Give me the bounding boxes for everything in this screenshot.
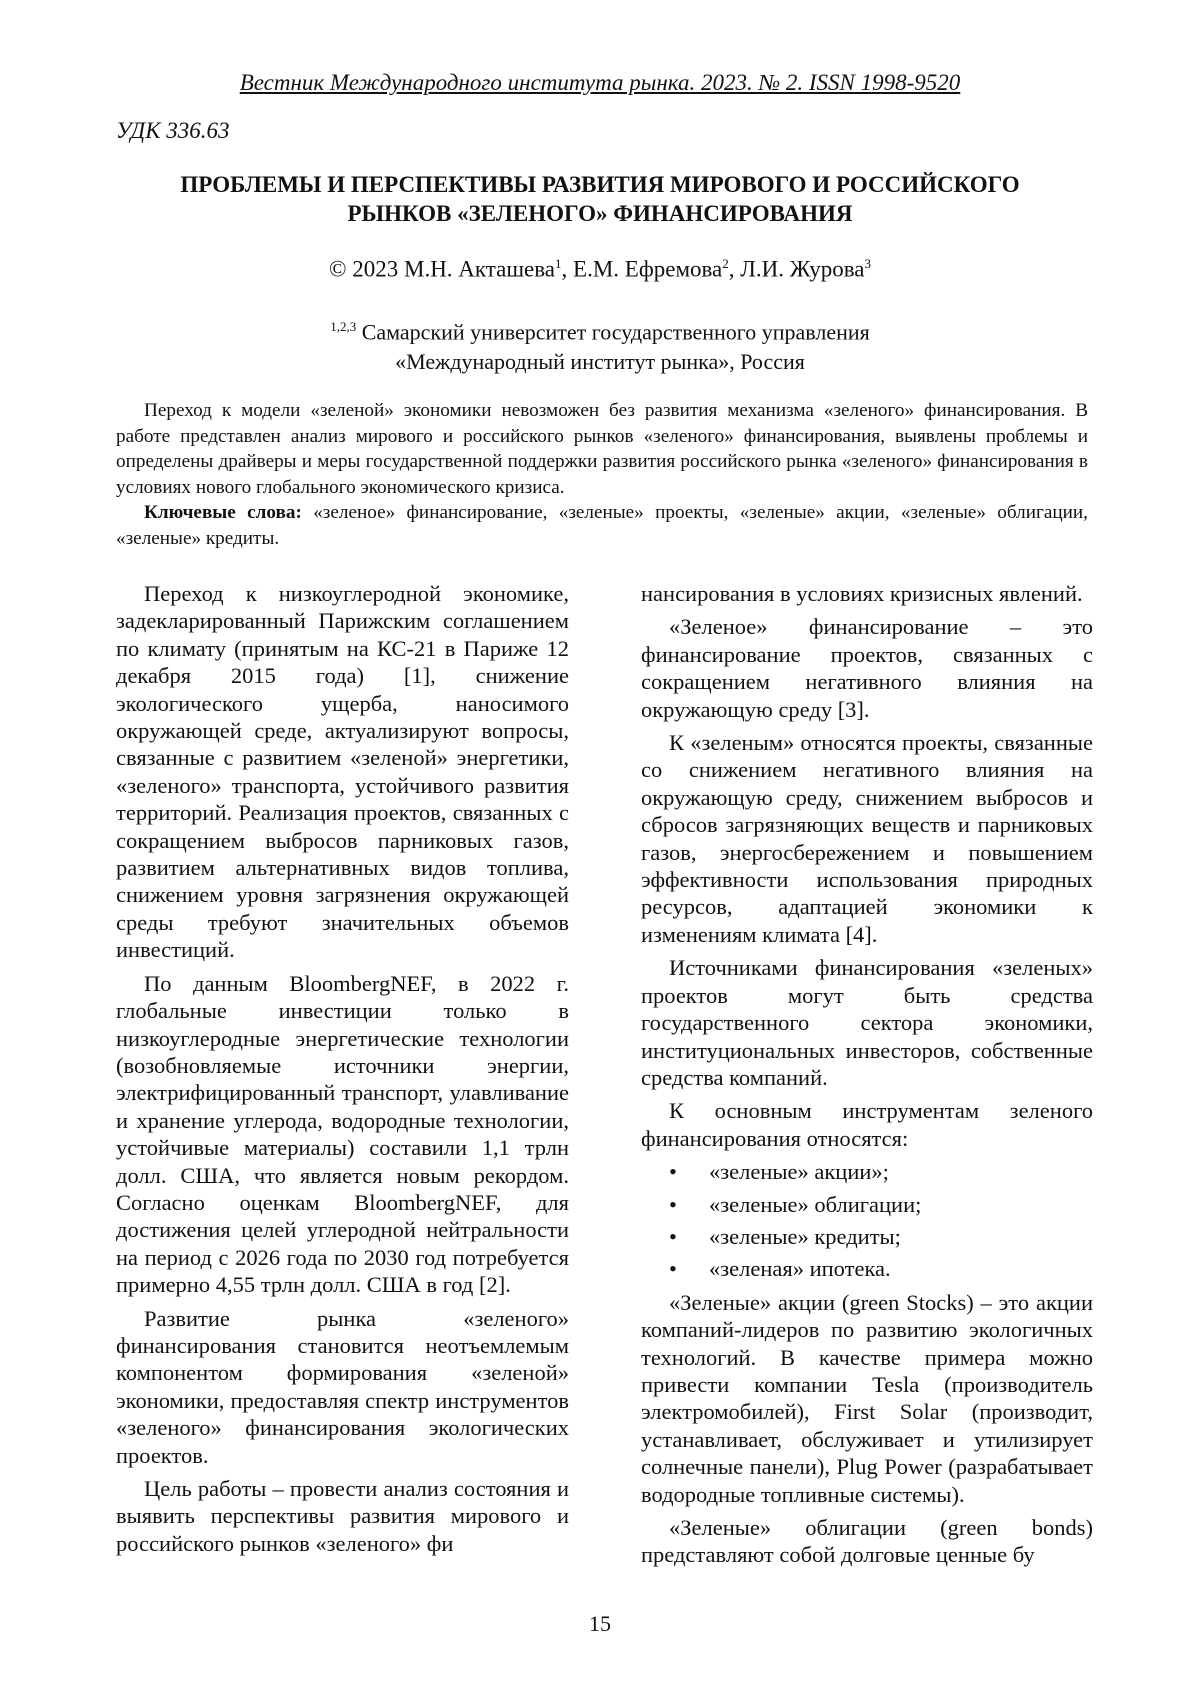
abstract [116,398,1088,551]
keywords [116,500,1088,551]
abstract-text: Переход к модели «зеленой» экономики невозможен без развития механизма «зеленого» финансирования. В работе представлен анализ мирового и российского рынков «зеленого» финансирования, выявлены проблемы и определены драйверы и меры государственной поддержки развития российского рынка «зеленого» финансирования в условиях нового глобального экономического кризиса. [116,400,1088,498]
body-paragraph: Источниками финансирования «зеленых» проектов могут быть средства государственного сектора экономики, институциональных инвесторов, собственные средства компаний. [641,955,1093,1090]
body-column-right [641,580,1093,1575]
body-paragraph: По данным BloombergNEF, в 2022 г. глобальные инвестиции только в низкоуглеродные энергетические технологии (возобновляемые источники энергии, электрифицированный транспорт, улавливание и хранение углерода, водородные технологии, устойчивые материалы) составили 1,1 трлн долл. США, что является новым рекордом. Согласно оценкам BloombergNEF, для достижения целей углеродной нейтральности на период с 2026 года по 2030 год потребуется примерно 4,55 трлн долл. США в год [2]. [116,970,569,1298]
instruments-list [641,1158,1093,1283]
article-title [120,170,1080,228]
body-paragraph-continued: нансирования в условиях кризисных явлений. [641,581,1083,606]
affiliation-mark: 1,2,3 [330,319,357,334]
body-paragraph: «Зеленое» финансирование – это финансирование проектов, связанных с сокращением негативного влияния на окружающую среду [3]. [641,614,1093,722]
list-item [641,1223,1093,1250]
copyright-prefix: © 2023 [329,256,404,282]
bullet-icon: • [669,1223,677,1249]
author-3-affil-mark: 3 [864,256,871,271]
article-title-line-2: РЫНКОВ «ЗЕЛЕНОГО» ФИНАНСИРОВАНИЯ [347,201,853,226]
body-paragraph: К «зеленым» относятся проекты, связанные со снижением негативного влияния на окружающую среду, снижением выбросов и сбросов загрязняющих веществ и парниковых газов, энергосбережением и повышением эффективности использования природных ресурсов, адаптацией экономики к изменениям климата [4]. [641,730,1093,947]
journal-running-header: Вестник Международного института рынка. 2023. № 2. ISSN 1998-9520 [239,70,961,95]
author-1-affil-mark: 1 [555,256,562,271]
bullet-icon: • [669,1191,677,1217]
list-item [641,1255,1093,1282]
author-separator: , [561,256,574,282]
author-1: М.Н. Акташева [404,256,556,282]
udk-code: УДК 336.63 [116,118,230,143]
list-item [641,1158,1093,1185]
author-separator: , [728,256,741,282]
article-title-line-1: ПРОБЛЕМЫ И ПЕРСПЕКТИВЫ РАЗВИТИЯ МИРОВОГО И РОССИЙСКОГО [180,172,1020,197]
author-2-affil-mark: 2 [722,256,729,271]
bullet-icon: • [669,1159,677,1185]
authors-line [0,256,1200,283]
affiliation-line-2: «Международный институт рынка», Россия [395,349,805,375]
body-paragraph: Развитие рынка «зеленого» финансирования становится неотъемлемым компонентом формирования «зеленой» экономики, предоставляя спектр инструментов «зеленого» финансирования экологических проектов. [116,1305,569,1468]
list-item-text: «зеленая» ипотека. [709,1256,891,1282]
body-paragraph: Цель работы – провести анализ состояния и выявить перспективы развития мирового и российского рынков «зеленого» фи [116,1476,569,1556]
list-item-text: «зеленые» акции»; [709,1159,889,1185]
body-column-left [116,580,569,1563]
affiliation-line-1 [0,312,1200,347]
affiliation-university: Самарский университет государственного управления [356,319,870,345]
author-2: Е.М. Ефремова [573,256,723,282]
body-paragraph: К основным инструментам зеленого финансирования относятся: [641,1098,1093,1151]
keywords-list: «зеленое» финансирование, «зеленые» проекты, «зеленые» акции, «зеленые» облигации, «зеленые» кредиты. [116,502,1088,549]
page-number: 15 [589,1611,611,1636]
body-paragraph: «Зеленые» облигации (green bonds) представляют собой долговые ценные бу [641,1515,1093,1568]
bullet-icon: • [669,1256,677,1282]
list-item [641,1191,1093,1218]
keywords-label: Ключевые слова: [144,502,302,523]
list-item-text: «зеленые» облигации; [709,1191,922,1217]
body-paragraph: Переход к низкоуглеродной экономике, задекларированный Парижским соглашением по климату (принятым на КС-21 в Париже 12 декабря 2015 года) [1], снижение экологического ущерба, наносимого окружающей среде, актуализируют вопросы, связанные с развитием «зеленой» энергетики, «зеленого» транспорта, устойчивого развития территорий. Реализация проектов, связанных с сокращением выбросов парниковых газов, развитием альтернативных видов топлива, снижением уровня загрязнения окружающей среды требуют значительных объемов инвестиций. [116,581,569,963]
author-3: Л.И. Журова [740,256,865,282]
body-paragraph: «Зеленые» акции (green Stocks) – это акции компаний-лидеров по развитию экологичных технологий. В качестве примера можно привести компании Tesla (производитель электромобилей), First Solar (производит, устанавливает, обслуживает и утилизирует солнечные панели), Plug Power (разрабатывает водородные топливные системы). [641,1289,1093,1507]
list-item-text: «зеленые» кредиты; [709,1223,901,1249]
affiliation [0,312,1200,377]
